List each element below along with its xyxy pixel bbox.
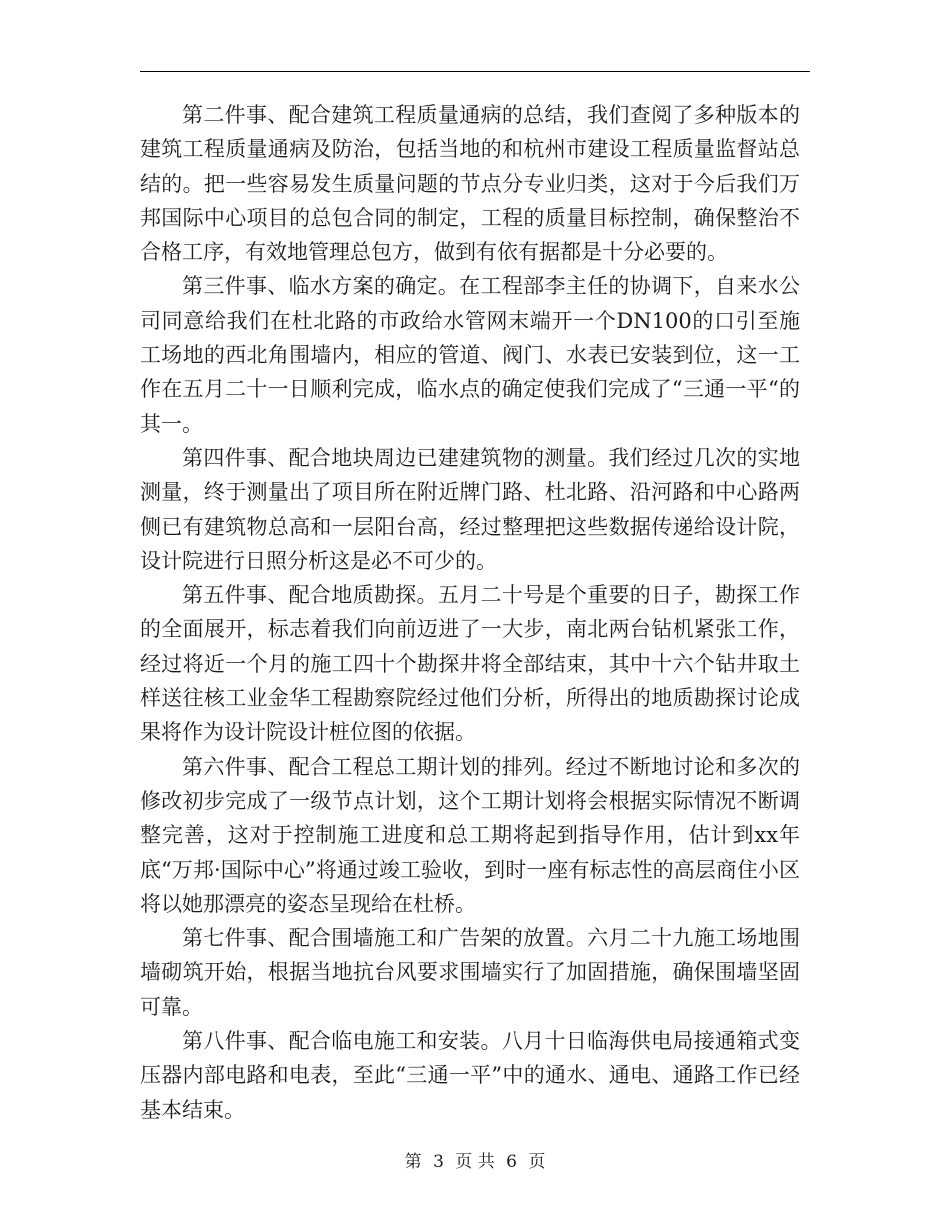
header-rule <box>140 71 810 72</box>
footer-total-pages: 6 <box>506 1152 517 1172</box>
paragraph-item-5: 第五件事、配合地质勘探。五月二十号是个重要的日子，勘探工作的全面展开，标志着我们向前迈进了一大步，南北两台钻机紧张工作，经过将近一个月的施工四十个勘探井将全部结束，其中十六个钻井取土样送往核工业金华工程勘察院经过他们分析，所得出的地质勘探讨论成果将作为设计院设计桩位图的依据。 <box>140 583 800 745</box>
paragraph-item-8: 第八件事、配合临电施工和安装。八月十日临海供电局接通箱式变压器内部电路和电表，至此“三通一平”中的通水、通电、通路工作已经基本结束。 <box>140 1029 800 1122</box>
footer-middle: 页 共 <box>455 1152 495 1172</box>
paragraph-item-3: 第三件事、临水方案的确定。在工程部李主任的协调下，自来水公司同意给我们在杜北路的市政给水管网末端开一个DN100的口引至施工场地的西北角围墙内，相应的管道、阀门、水表已安装到位，这一工作在五月二十一日顺利完成，临水点的确定使我们完成了“三通一平“的其一。 <box>140 274 800 436</box>
paragraph-item-7: 第七件事、配合围墙施工和广告架的放置。六月二十九施工场地围墙砌筑开始，根据当地抗台风要求围墙实行了加固措施，确保围墙坚固可靠。 <box>140 926 800 1019</box>
document-body <box>140 98 800 1127</box>
paragraph-item-6: 第六件事、配合工程总工期计划的排列。经过不断地讨论和多次的修改初步完成了一级节点计划，这个工期计划将会根据实际情况不断调整完善，这对于控制施工进度和总工期将起到指导作用，估计到xx年底“万邦·国际中心”将通过竣工验收，到时一座有标志性的高层商住小区将以她那漂亮的姿态呈现给在杜桥。 <box>140 754 800 916</box>
footer-suffix: 页 <box>528 1152 546 1172</box>
paragraph-item-4: 第四件事、配合地块周边已建建筑物的测量。我们经过几次的实地测量，终于测量出了项目所在附近牌门路、杜北路、沿河路和中心路两侧已有建筑物总高和一层阳台高，经过整理把这些数据传递给设计院，设计院进行日照分析这是必不可少的。 <box>140 445 800 573</box>
page-footer <box>0 1150 950 1174</box>
footer-page-number: 3 <box>433 1152 444 1172</box>
footer-prefix: 第 <box>404 1152 422 1172</box>
paragraph-item-2: 第二件事、配合建筑工程质量通病的总结，我们查阅了多种版本的建筑工程质量通病及防治，包括当地的和杭州市建设工程质量监督站总结的。把一些容易发生质量问题的节点分专业归类，这对于今后我们万邦国际中心项目的总包合同的制定，工程的质量目标控制，确保整治不合格工序，有效地管理总包方，做到有依有据都是十分必要的。 <box>140 103 800 265</box>
